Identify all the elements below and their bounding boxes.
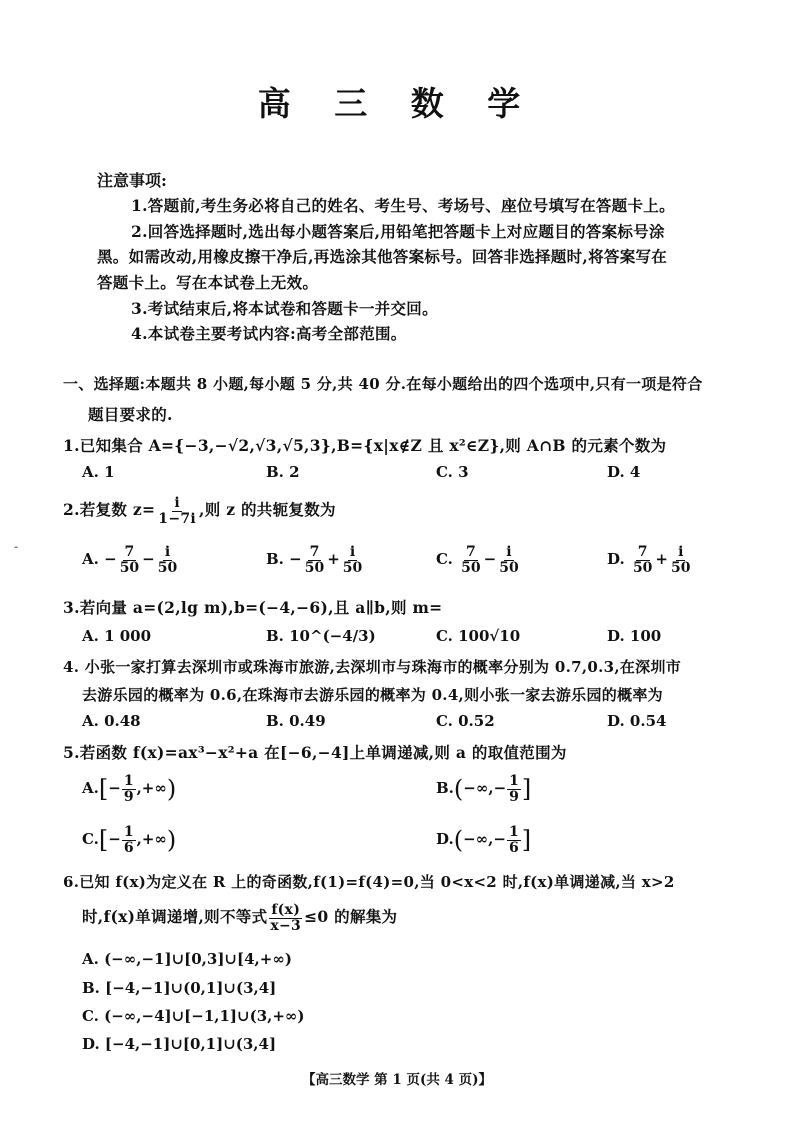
q1-option-c: C. 3 (436, 463, 469, 481)
suffix: ,+∞ (136, 779, 167, 798)
fraction-denominator: x−3 (270, 917, 302, 934)
fraction-numerator: i (506, 544, 512, 560)
option-label: A. (82, 550, 99, 569)
q3-option-c: C. 100√10 (436, 627, 521, 645)
option-label: C. (436, 550, 453, 569)
fraction-numerator: 7 (309, 544, 320, 560)
notice-line: 4.本试卷主要考试内容:高考全部范围。 (131, 324, 407, 343)
bracket: ] (521, 826, 532, 855)
fraction (341, 545, 364, 575)
bracket: ) (166, 826, 177, 855)
q3-option-a: A. 1 000 (82, 627, 152, 645)
fraction-denominator: 6 (508, 839, 519, 856)
option-label: D. (436, 830, 454, 849)
fraction (303, 545, 326, 575)
fraction (268, 903, 303, 933)
q2-option-b (266, 545, 365, 575)
fraction (122, 825, 136, 855)
fraction-denominator: 50 (499, 559, 519, 576)
fraction (507, 774, 521, 804)
q1-option-a: A. 1 (82, 463, 115, 481)
suffix: ,+∞ (136, 830, 167, 849)
q2-stem-prefix: 2.若复数 z= (63, 500, 156, 520)
fraction-numerator: i (174, 495, 180, 511)
fraction (669, 545, 692, 575)
fraction-numerator: i (678, 544, 684, 560)
q4-option-d: D. 0.54 (607, 712, 667, 730)
option-label: A. (82, 779, 99, 798)
fraction-numerator: 1 (508, 824, 519, 840)
notice-heading: 注意事项: (97, 171, 167, 190)
option-label: B. (266, 550, 284, 569)
fraction-denominator: 1−7i (158, 510, 197, 527)
question-1-stem: 1.已知集合 A={−3,−√2,√3,√5,3},B={x|x∉Z 且 x²∈Z},则 A∩B 的元素个数为 (63, 436, 667, 455)
prefix: − (108, 779, 121, 798)
operator: − (483, 550, 497, 569)
fraction (497, 545, 520, 575)
fraction (118, 545, 141, 575)
q5-option-b (436, 774, 531, 804)
q2-option-a (82, 545, 180, 575)
q1-option-d: D. 4 (607, 463, 641, 481)
fraction (459, 545, 482, 575)
fraction-denominator: 50 (461, 559, 481, 576)
q4-option-a: A. 0.48 (82, 712, 141, 730)
question-4-stem: 4. 小张一家打算去深圳市或珠海市旅游,去深圳市与珠海市的概率分别为 0.7,0.3,在深圳市 (63, 658, 682, 676)
fraction-denominator: 50 (342, 559, 363, 576)
fraction-denominator: 50 (671, 559, 691, 576)
fraction-numerator: 1 (123, 773, 134, 789)
bracket: ( (453, 826, 464, 855)
question-4-stem-cont: 去游乐园的概率为 0.6,在珠海市去游乐园的概率为 0.4,则小张一家去游乐园的概率为 (82, 686, 663, 704)
q5-option-d (436, 825, 531, 855)
q6-option-d: D. [−4,−1]∪[0,1]∪(3,4] (82, 1035, 277, 1053)
notice-line: 黑。如需改动,用橡皮擦干净后,再选涂其他答案标号。回答非选择题时,将答案写在 (97, 247, 668, 266)
prefix: −∞,− (463, 779, 507, 798)
fraction-numerator: f(x) (271, 902, 301, 918)
page-title: 高 三 数 学 (257, 84, 537, 123)
q2-stem-suffix: ,则 z 的共轭复数为 (199, 500, 336, 520)
q3-option-d: D. 100 (607, 627, 662, 645)
notice-line: 2.回答选择题时,选出每小题答案后,用铅笔把答题卡上对应题目的答案标号涂 (131, 222, 665, 241)
fraction (631, 545, 654, 575)
q6-stem-suffix: ≤0 的解集为 (304, 907, 398, 927)
bracket: ) (166, 775, 177, 804)
question-5-stem: 5.若函数 f(x)=ax³−x²+a 在[−6,−4]上单调递减,则 a 的取值范围为 (63, 743, 567, 762)
q4-option-b: B. 0.49 (266, 712, 326, 730)
notice-line: 答题卡上。写在本试卷上无效。 (97, 273, 319, 292)
section-heading-cont: 题目要求的. (88, 405, 173, 424)
fraction-numerator: 7 (466, 544, 476, 560)
fraction-numerator: 7 (124, 544, 135, 560)
q3-option-b: B. 10^(−4/3) (266, 627, 376, 645)
fraction (156, 496, 198, 526)
question-6-stem-cont (82, 903, 397, 933)
page-footer: 【高三数学 第 1 页(共 4 页)】 (301, 1072, 493, 1088)
q1-option-b: B. 2 (266, 463, 300, 481)
fraction-numerator: i (349, 544, 356, 560)
operator: + (655, 550, 668, 569)
sign: − (104, 550, 117, 569)
q4-option-c: C. 0.52 (436, 712, 495, 730)
operator: − (142, 550, 155, 569)
fraction-numerator: 7 (637, 544, 648, 560)
q6-option-c: C. (−∞,−4]∪[−1,1]∪(3,+∞) (82, 1007, 305, 1025)
q2-option-d (607, 545, 693, 575)
fraction-denominator: 6 (123, 839, 134, 856)
q5-option-a (82, 774, 176, 804)
question-2-stem (63, 496, 336, 526)
fraction-denominator: 9 (509, 788, 519, 805)
bracket: ] (521, 775, 532, 804)
operator: + (327, 550, 340, 569)
notice-line: 1.答题前,考生务必将自己的姓名、考生号、考场号、座位号填写在答题卡上。 (131, 196, 675, 215)
margin-mark: - (14, 542, 19, 553)
bracket: [ (98, 775, 109, 804)
fraction-numerator: 1 (123, 824, 134, 840)
question-6-stem: 6.已知 f(x)为定义在 R 上的奇函数,f(1)=f(4)=0,当 0<x<2 时,f(x)单调递减,当 x>2 (63, 873, 675, 891)
fraction (122, 774, 136, 804)
q5-option-c (82, 825, 176, 855)
sign: − (289, 550, 302, 569)
prefix: −∞,− (463, 830, 506, 849)
question-3-stem: 3.若向量 a=(2,lg m),b=(−4,−6),且 a∥b,则 m= (63, 598, 443, 617)
q6-stem-prefix: 时,f(x)单调递增,则不等式 (82, 907, 268, 927)
option-label: D. (607, 550, 625, 569)
fraction-numerator: i (164, 544, 171, 560)
fraction-denominator: 50 (119, 559, 140, 576)
fraction-denominator: 9 (123, 788, 134, 805)
fraction-denominator: 50 (304, 559, 325, 576)
bracket: [ (98, 826, 109, 855)
bracket: ( (453, 775, 464, 804)
notice-line: 3.考试结束后,将本试卷和答题卡一并交回。 (131, 299, 438, 318)
fraction-denominator: 50 (632, 559, 653, 576)
fraction-denominator: 50 (157, 559, 178, 576)
option-label: C. (82, 830, 99, 849)
prefix: − (108, 830, 121, 849)
fraction-numerator: 1 (509, 773, 519, 789)
q6-option-b: B. [−4,−1]∪(0,1]∪(3,4] (82, 979, 277, 997)
option-label: B. (436, 779, 454, 798)
fraction (156, 545, 179, 575)
q2-option-c (436, 545, 522, 575)
q6-option-a: A. (−∞,−1]∪[0,3]∪[4,+∞) (82, 950, 292, 968)
fraction (507, 825, 521, 855)
section-heading: 一、选择题:本题共 8 小题,每小题 5 分,共 40 分.在每小题给出的四个选项中,只有一项是符合 (63, 375, 703, 393)
